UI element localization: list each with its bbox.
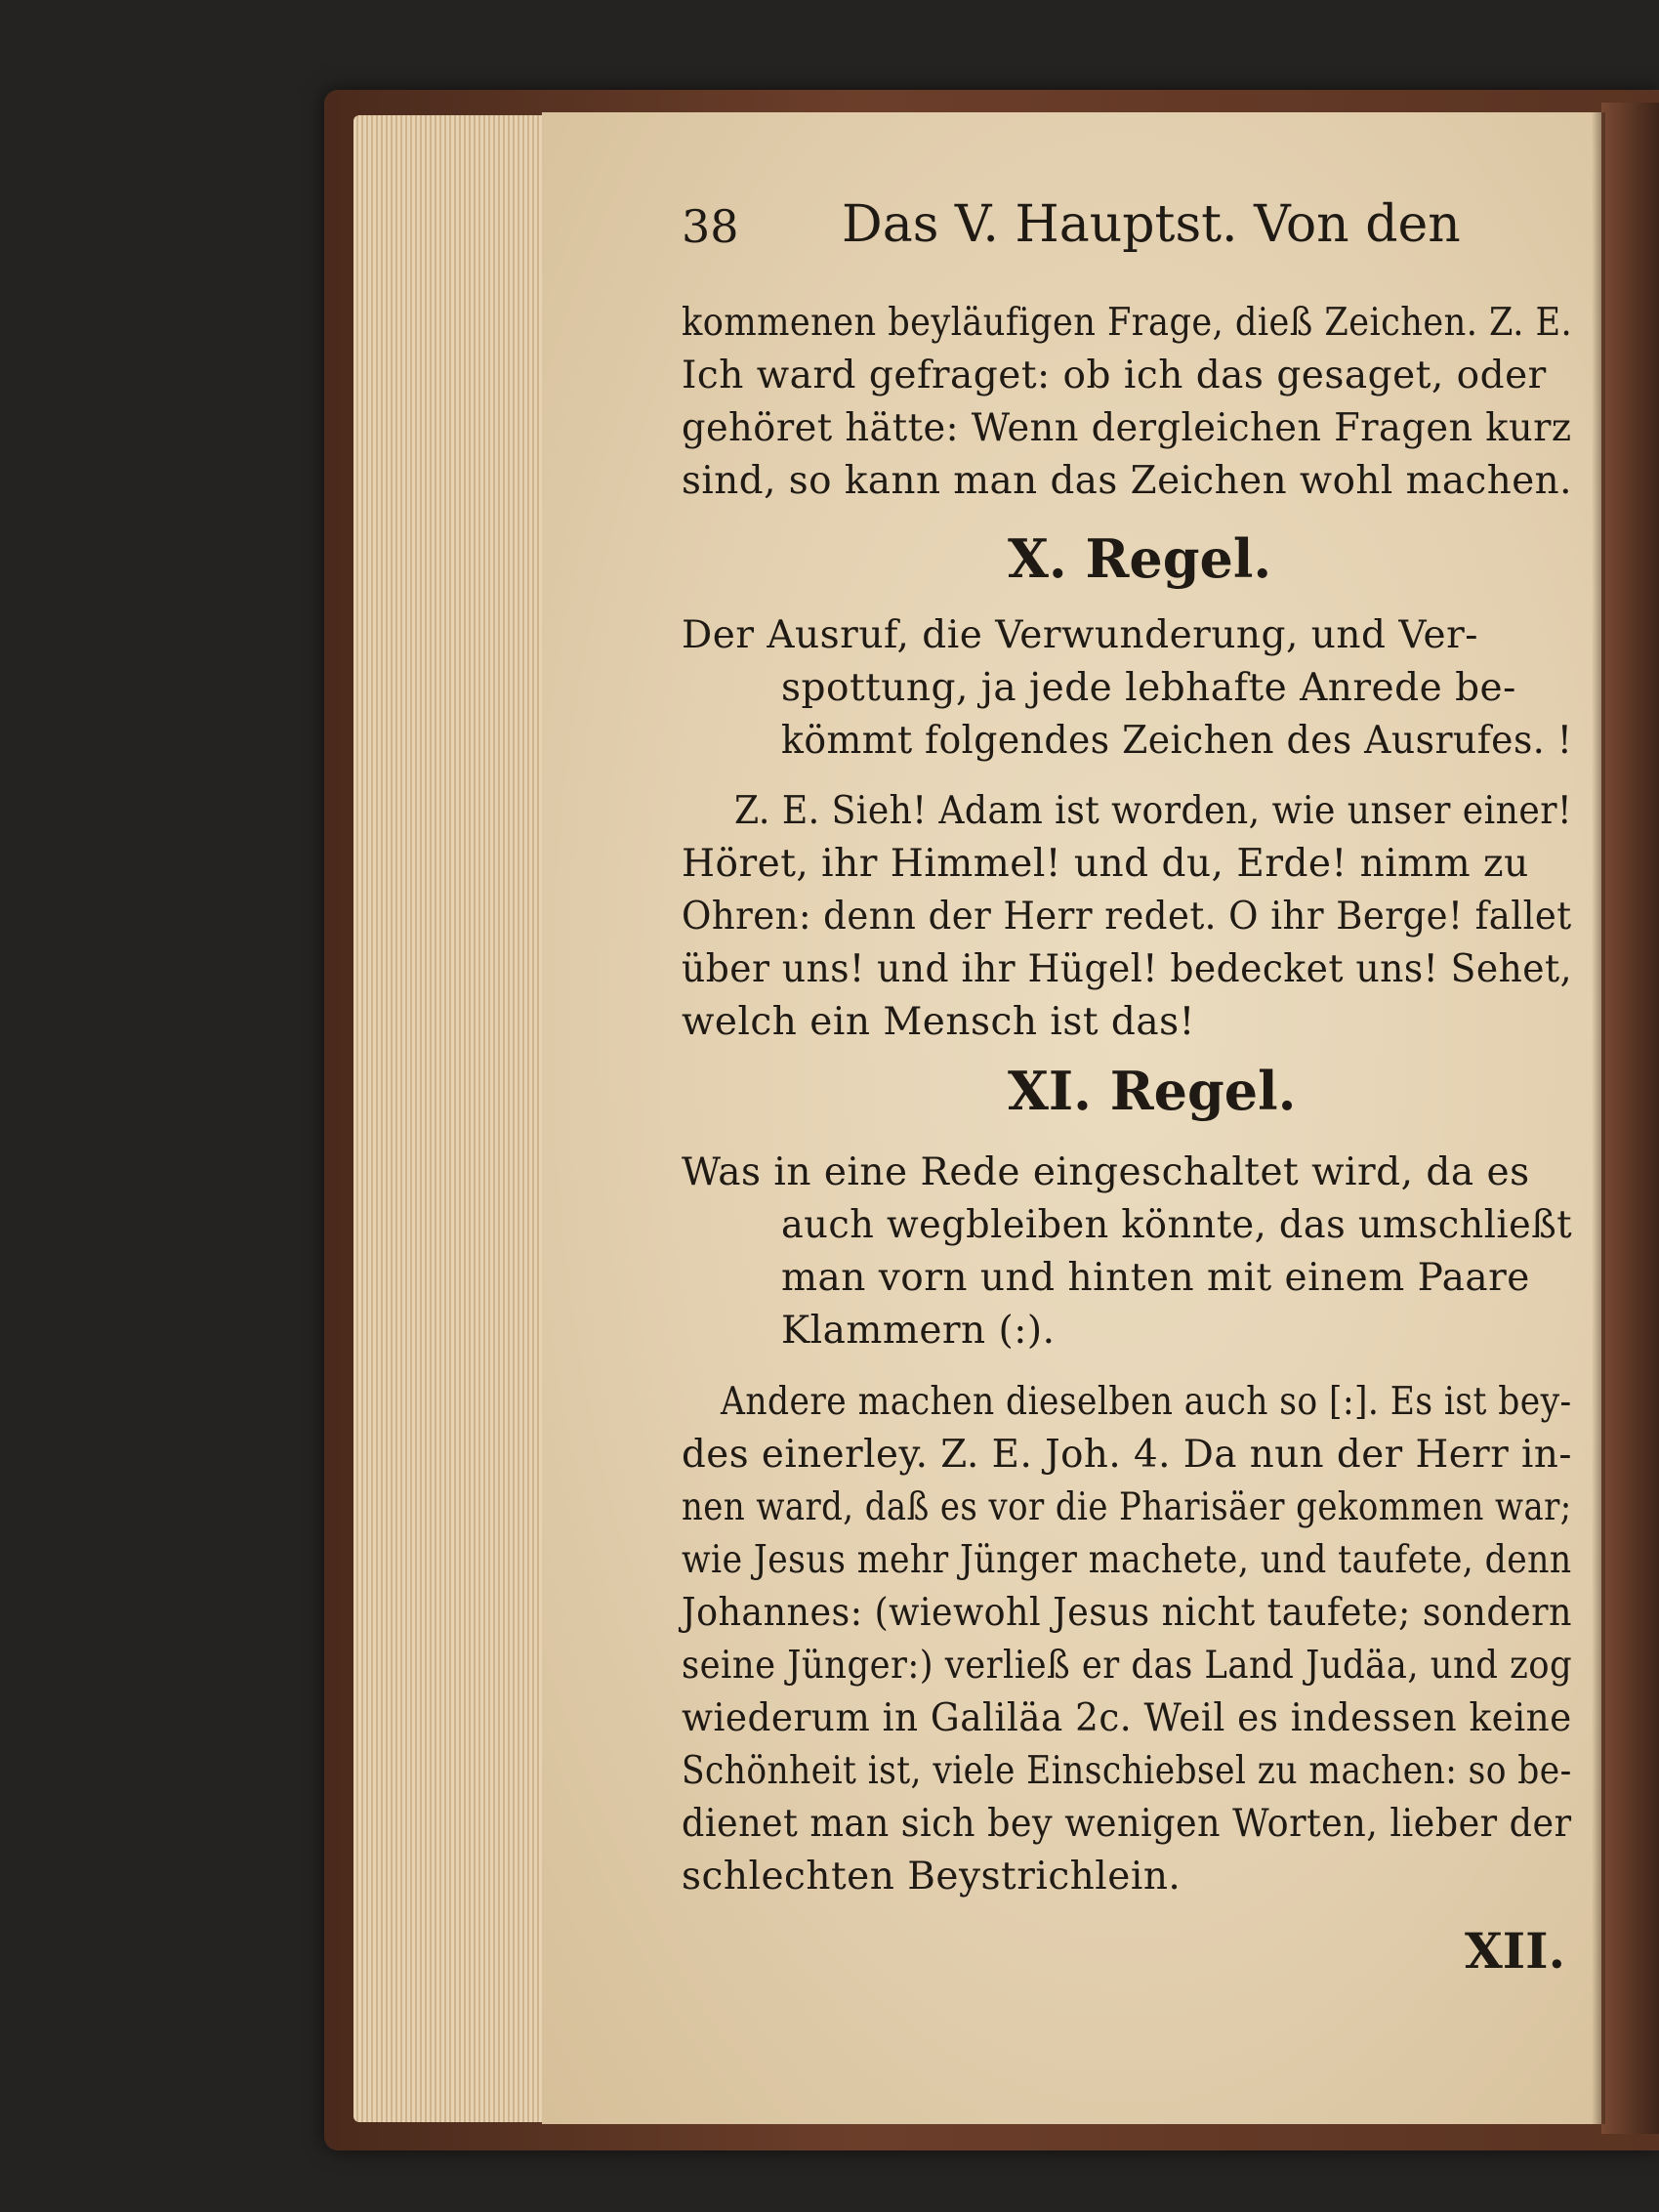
body-line: wiederum in Galiläa 2c. Weil es indessen keine [682,1696,1572,1740]
body-line: nen ward, daß es vor die Pharisäer gekommen war; [682,1485,1572,1529]
rule-heading-x: X. Regel. [1008,527,1272,590]
body-line: seine Jünger:) verließ er das Land Judäa, und zog [682,1644,1573,1688]
example-line: welch ein Mensch ist das! [682,1000,1195,1044]
body-line: Andere machen dieselben auch so [:]. Es ist bey- [721,1380,1572,1424]
body-line: Johannes: (wiewohl Jesus nicht taufete; sondern [682,1591,1572,1635]
rule-text-line: spottung, ja jede lebhafte Anrede be- [781,666,1516,710]
page-gutter [1592,112,1605,2124]
example-line: Höret, ihr Himmel! und du, Erde! nimm zu [682,842,1529,886]
rule-heading-xi: XI. Regel. [1008,1060,1297,1122]
rule-text-line: Der Ausruf, die Verwunderung, und Ver- [682,613,1478,657]
example-line: Ohren: denn der Herr redet. O ihr Berge! fallet [682,895,1572,939]
page-number: 38 [682,200,739,253]
rule-text-line: kömmt folgendes Zeichen des Ausrufes. ! [781,719,1573,763]
example-line: über uns! und ihr Hügel! bedecket uns! Sehet, [682,947,1573,991]
body-line: dienet man sich bey wenigen Worten, lieber der [682,1802,1572,1846]
running-title: Das V. Hauptst. Von den [842,195,1461,254]
body-line: wie Jesus mehr Jünger machete, und taufete, denn [682,1538,1572,1582]
rule-text-line: man vorn und hinten mit einem Paare [781,1256,1530,1300]
text-line: gehöret hätte: Wenn dergleichen Fragen kurz [682,406,1572,450]
text-line: Ich ward gefraget: ob ich das gesaget, oder [682,354,1547,397]
body-line: Schönheit ist, viele Einschiebsel zu machen: so be- [682,1749,1572,1793]
book-spine-edge [1601,103,1659,2134]
body-line: des einerley. Z. E. Joh. 4. Da nun der Herr in- [682,1433,1572,1477]
catchword: XII. [1465,1922,1565,1980]
text-line: sind, so kann man das Zeichen wohl machen. [682,459,1572,503]
rule-text-line: Klammern (:). [781,1309,1056,1353]
example-line: Z. E. Sieh! Adam ist worden, wie unser einer! [734,789,1572,833]
text-line: kommenen beyläufigen Frage, dieß Zeichen. Z. E. [682,301,1573,345]
rule-text-line: Was in eine Rede eingeschaltet wird, da es [682,1150,1530,1194]
page-edges [353,115,559,2122]
rule-text-line: auch wegbleiben könnte, das umschließt [781,1203,1573,1247]
body-line: schlechten Beystrichlein. [682,1855,1182,1899]
